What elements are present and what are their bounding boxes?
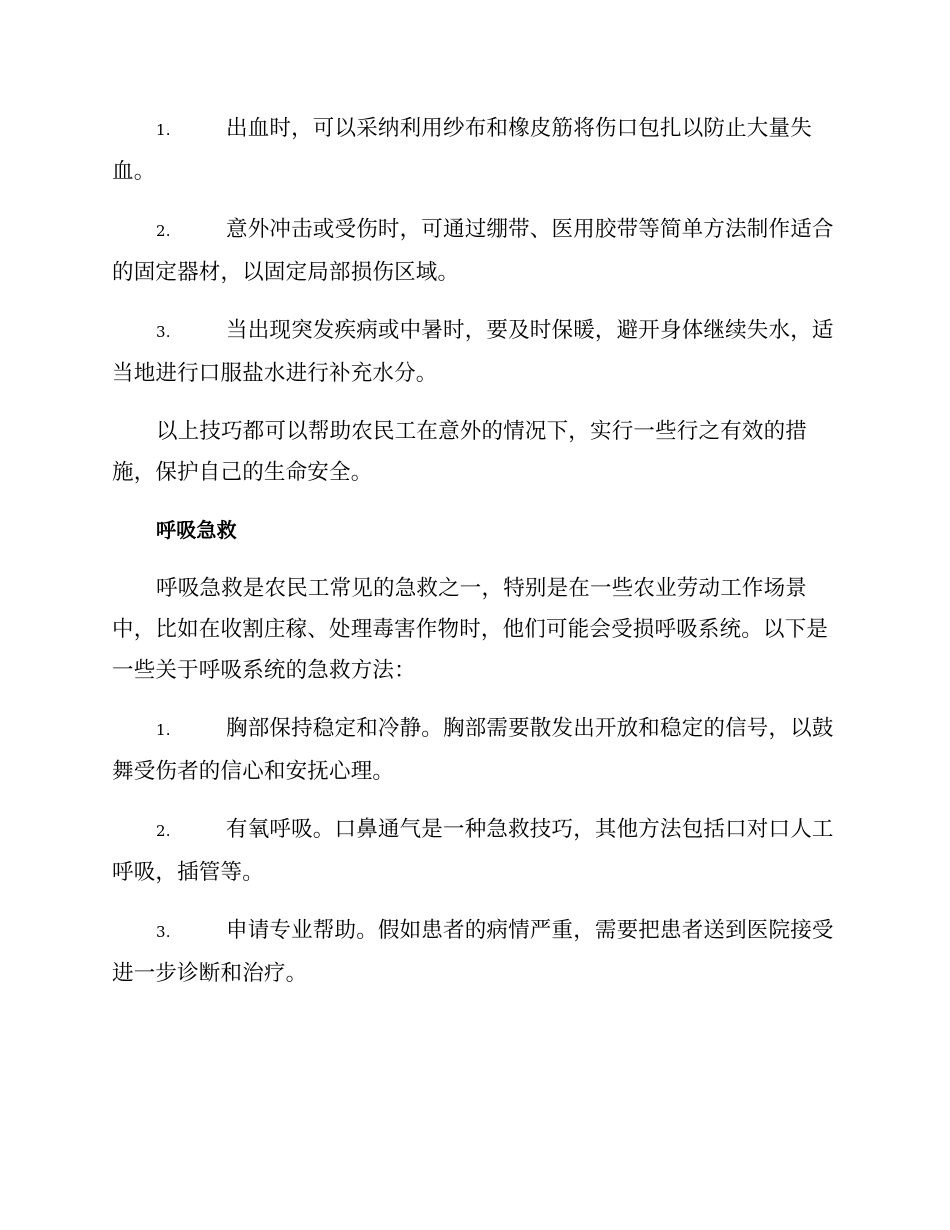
list-item <box>112 310 834 394</box>
list-item-text: 出血时，可以采纳利用纱布和橡皮筋将伤口包扎以防止大量失血。 <box>112 116 812 184</box>
list-item-text: 有氧呼吸。口鼻通气是一种急救技巧，其他方法包括口对口人工呼吸，插管等。 <box>112 817 834 885</box>
list-item <box>112 708 834 792</box>
intro-paragraph: 呼吸急救是农民工常见的急救之一，特别是在一些农业劳动工作场景中，比如在收割庄稼、处理毒害作物时，他们可能会受损呼吸系统。以下是一些关于呼吸系统的急救方法： <box>112 576 829 683</box>
list-item-number: 2. <box>156 222 171 240</box>
list-item-number: 2. <box>156 822 171 840</box>
list-item <box>112 809 834 893</box>
list-item <box>112 910 834 994</box>
list-item-number: 1. <box>156 121 171 139</box>
section-heading: 呼吸急救 <box>156 518 237 542</box>
list-item <box>112 209 834 293</box>
list-item-number: 3. <box>156 323 171 341</box>
list-item-text: 当出现突发疾病或中暑时，要及时保暖，避开身体继续失水，适当地进行口服盐水进行补充水分。 <box>112 318 834 386</box>
list-item-text: 申请专业帮助。假如患者的病情严重，需要把患者送到医院接受进一步诊断和治疗。 <box>112 918 834 986</box>
list-item-text: 胸部保持稳定和冷静。胸部需要散发出开放和稳定的信号，以鼓舞受伤者的信心和安抚心理。 <box>112 716 834 784</box>
list-item <box>112 108 834 192</box>
list-item-number: 1. <box>156 721 171 739</box>
summary-paragraph: 以上技巧都可以帮助农民工在意外的情况下，实行一些行之有效的措施，保护自己的生命安全。 <box>112 419 808 485</box>
list-item-number: 3. <box>156 923 171 941</box>
list-item-text: 意外冲击或受伤时，可通过绷带、医用胶带等简单方法制作适合的固定器材，以固定局部损伤区域。 <box>112 217 834 285</box>
document-body <box>112 108 834 1011</box>
